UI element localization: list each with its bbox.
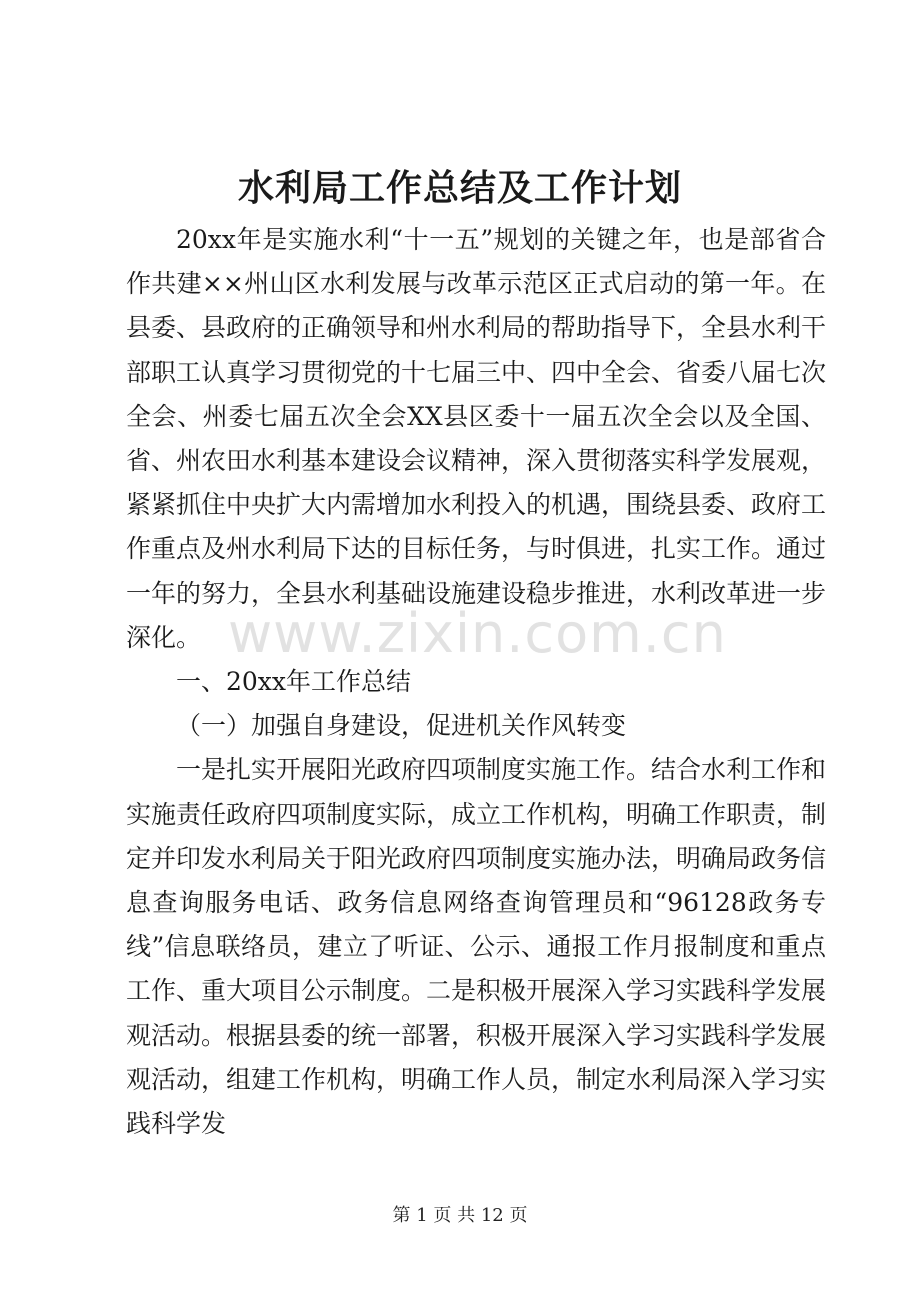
intro-paragraph: 20xx年是实施水利“十一五”规划的关键之年，也是部省合作共建××州山区水利发展与改革示范区正式启动的第一年。在县委、县政府的正确领导和州水利局的帮助指导下，全县水利干部职工认真学习贯彻党的十七届三中、四中全会、省委八届七次全会、州委七届五次全会XX县区委十一届五次全会以及全国、省、州农田水利基本建设会议精神，深入贯彻落实科学发展观，紧紧抓住中央扩大内需增加水利投入的机遇，围绕县委、政府工作重点及州水利局下达的目标任务，与时俱进，扎实工作。通过一年的努力，全县水利基础设施建设稳步推进，水利改革进一步深化。 xyxy=(126,225,827,652)
subsection-heading: （一）加强自身建设，促进机关作风转变 xyxy=(176,711,627,741)
document-title: 水利局工作总结及工作计划 xyxy=(237,167,682,209)
section-heading: 一、20xx年工作总结 xyxy=(176,667,412,697)
body-paragraph: 一是扎实开展阳光政府四项制度实施工作。结合水利工作和实施责任政府四项制度实际，成立工作机构，明确工作职责，制定并印发水利局关于阳光政府四项制度实施办法，明确局政务信息查询服务电话、政务信息网络查询管理员和“96128政务专线”信息联络员，建立了听证、公示、通报工作月报制度和重点工作、重大项目公示制度。二是积极开展深入学习实践科学发展观活动。根据县委的统一部署，积极开展深入学习实践科学发展观活动，组建工作机构，明确工作人员，制定水利局深入学习实践科学发 xyxy=(126,755,827,1139)
watermark: www.zixin.com.cn xyxy=(228,602,727,665)
document-body xyxy=(126,218,826,1146)
page-footer: 第 1 页 共 12 页 xyxy=(392,1205,528,1226)
